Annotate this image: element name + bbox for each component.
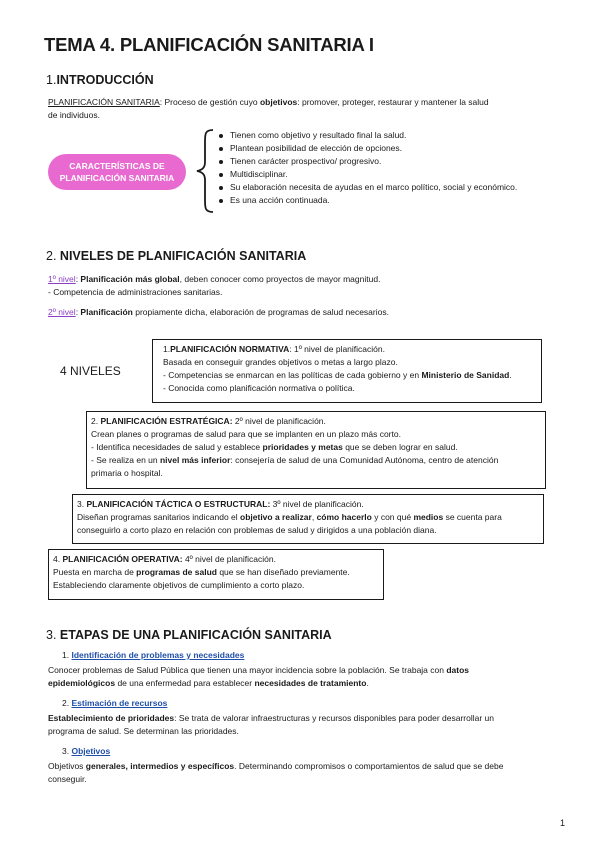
characteristics-pill: CARACTERÍSTICAS DE PLANIFICACIÓN SANITARIA: [48, 154, 186, 190]
page-number: 1: [560, 818, 566, 828]
etapa-1-line-2: epidemiológicos de una enfermedad para establecer necesidades de tratamiento.: [48, 678, 369, 688]
page-title: TEMA 4. PLANIFICACIÓN SANITARIA I: [44, 34, 374, 55]
etapa-3-title: 3. Objetivos: [62, 746, 111, 756]
nivel-2-line: 2º nivel: Planificación propiamente dicha, elaboración de programas de salud necesarios.: [48, 307, 389, 317]
level-box-tactica: 3. PLANIFICACIÓN TÁCTICA O ESTRUCTURAL: 3º nivel de planificación. Diseñan programas sanitarios indicando el objetivo a realizar, cómo hacerlo y con qué medios se cuenta para conseguirlo a corto plazo en relación con problemas de salud y dirigidos a una población diana.: [72, 494, 544, 544]
etapa-2-title: 2. Estimación de recursos: [62, 698, 168, 708]
etapa-1-line-1: Conocer problemas de Salud Pública que tienen una mayor incidencia sobre la población. Se trabaja con datos: [48, 665, 470, 675]
list-item: Tienen como objetivo y resultado final la salud.: [218, 129, 517, 142]
section-3-heading: 3. ETAPAS DE UNA PLANIFICACIÓN SANITARIA: [46, 628, 332, 642]
definition-line-2: de individuos.: [48, 110, 100, 120]
niveles-label: 4 NIVELES: [60, 364, 121, 378]
list-item: Es una acción continuada.: [218, 194, 517, 207]
section-1-heading: 1.INTRODUCCIÓN: [46, 73, 154, 87]
characteristics-list: [218, 129, 517, 207]
list-item: Multidisciplinar.: [218, 168, 517, 181]
etapa-3-line-2: conseguir.: [48, 774, 87, 784]
list-item: Su elaboración necesita de ayudas en el marco político, social y económico.: [218, 181, 517, 194]
definition-line-1: PLANIFICACIÓN SANITARIA: Proceso de gestión cuyo objetivos: promover, proteger, restaurar y mantener la salud: [48, 97, 489, 107]
level-box-operativa: 4. PLANIFICACIÓN OPERATIVA: 4º nivel de planificación. Puesta en marcha de programas de salud que se han diseñado previamente. Estableciendo claramente objetivos de cumplimiento a corto plazo.: [48, 549, 384, 600]
level-box-estrategica: 2. PLANIFICACIÓN ESTRATÉGICA: 2º nivel de planificación. Crean planes o programas de salud para que se implanten en un plazo más corto. - Identifica necesidades de salud y establece prioridades y metas que se deben lograr en salud. - Se realiza en un nivel más inferior: consejería de salud de una Comunidad Autónoma, centro de atención primaria o hospital.: [86, 411, 546, 489]
etapa-3-line-1: Objetivos generales, intermedios y específicos. Determinando compromisos o comportamientos de salud que se debe: [48, 761, 504, 771]
nivel-1-label: 1º nivel: [48, 274, 76, 284]
level-box-normativa: 1.PLANIFICACIÓN NORMATIVA: 1º nivel de planificación. Basada en conseguir grandes objetivos o metas a largo plazo. - Competencias se enmarcan en las políticas de cada gobierno y en Ministerio de Sanidad. - Conocida como planificación normativa o política.: [152, 339, 542, 403]
etapa-1-title: 1. Identificación de problemas y necesidades: [62, 650, 245, 660]
nivel-1-sub: - Competencia de administraciones sanitarias.: [48, 287, 223, 297]
nivel-2-label: 2º nivel: [48, 307, 76, 317]
list-item: Tienen carácter prospectivo/ progresivo.: [218, 155, 517, 168]
list-item: Plantean posibilidad de elección de opciones.: [218, 142, 517, 155]
nivel-1-line: 1º nivel: Planificación más global, deben conocer como proyectos de mayor magnitud.: [48, 274, 381, 284]
curly-brace-icon: [194, 128, 216, 214]
etapa-2-line-2: programa de salud. Se determinan las prioridades.: [48, 726, 239, 736]
etapa-2-line-1: Establecimiento de prioridades: Se trata de valorar infraestructuras y recursos disponibles para poder desarrollar un: [48, 713, 494, 723]
definition-term: PLANIFICACIÓN SANITARIA: [48, 97, 160, 107]
section-2-heading: 2. NIVELES DE PLANIFICACIÓN SANITARIA: [46, 249, 307, 263]
